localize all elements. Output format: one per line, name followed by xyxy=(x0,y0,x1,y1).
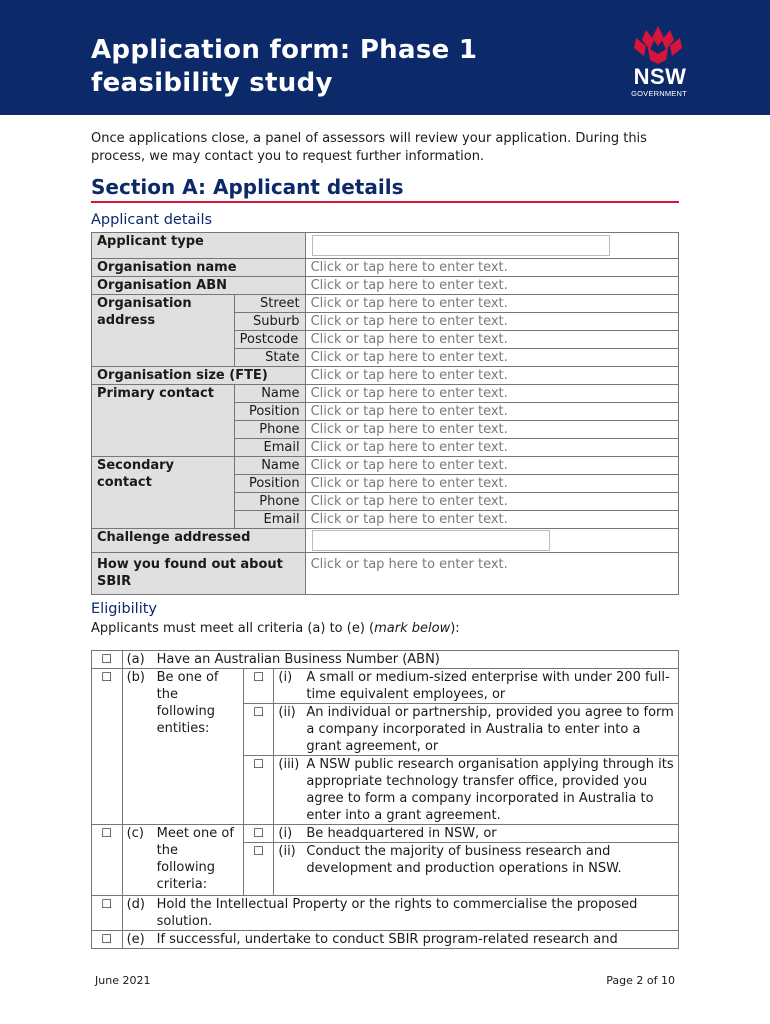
org-name-label: Organisation name xyxy=(92,259,306,277)
org-abn-label: Organisation ABN xyxy=(92,277,306,295)
table-row xyxy=(92,233,679,259)
challenge-cell xyxy=(305,529,678,553)
postcode-input[interactable]: Click or tap here to enter text. xyxy=(305,331,678,349)
criteria-b-i-text: (i) A small or medium-sized enterprise with under 200 full-time equivalent employees, or xyxy=(274,669,679,704)
secondary-name-input[interactable]: Click or tap here to enter text. xyxy=(305,457,678,475)
applicant-type-cell xyxy=(305,233,678,259)
eligibility-subheading: Eligibility xyxy=(91,601,158,617)
suburb-input[interactable]: Click or tap here to enter text. xyxy=(305,313,678,331)
criteria-a-text: (a) Have an Australian Business Number (ABN) xyxy=(122,651,678,669)
criteria-b-iii-text: (iii) A NSW public research organisation applying through its appropriate technology transfer office, provided you agree to form a company incorporated in Australia to enter into a grant agreement. xyxy=(274,756,679,825)
applicant-details-table xyxy=(91,232,679,595)
org-size-input[interactable]: Click or tap here to enter text. xyxy=(305,367,678,385)
header-banner xyxy=(0,0,770,115)
secondary-name-label: Name xyxy=(234,457,305,475)
primary-email-input[interactable]: Click or tap here to enter text. xyxy=(305,439,678,457)
criteria-c-ii-checkbox[interactable]: ☐ xyxy=(243,843,274,896)
org-name-input[interactable]: Click or tap here to enter text. xyxy=(305,259,678,277)
criteria-b-ii-text: (ii) An individual or partnership, provided you agree to form a company incorporated in Australia to enter into a grant agreement, or xyxy=(274,704,679,756)
table-row xyxy=(92,529,679,553)
table-row xyxy=(92,825,679,843)
primary-name-label: Name xyxy=(234,385,305,403)
table-row xyxy=(92,651,679,669)
criteria-a-checkbox[interactable]: ☐ xyxy=(92,651,123,669)
secondary-email-input[interactable]: Click or tap here to enter text. xyxy=(305,511,678,529)
state-label: State xyxy=(234,349,305,367)
postcode-label: Postcode xyxy=(234,331,305,349)
state-input[interactable]: Click or tap here to enter text. xyxy=(305,349,678,367)
primary-phone-input[interactable]: Click or tap here to enter text. xyxy=(305,421,678,439)
page-title: Application form: Phase 1 feasibility study xyxy=(91,35,478,98)
eligibility-table xyxy=(91,650,679,949)
table-row xyxy=(92,259,679,277)
table-row xyxy=(92,896,679,931)
org-address-label: Organisation address xyxy=(92,295,235,367)
primary-position-input[interactable]: Click or tap here to enter text. xyxy=(305,403,678,421)
criteria-c-i-text: (i) Be headquartered in NSW, or xyxy=(274,825,679,843)
how-found-label: How you found out about SBIR xyxy=(92,553,306,595)
criteria-b-ii-checkbox[interactable]: ☐ xyxy=(243,704,274,756)
criteria-e-checkbox[interactable]: ☐ xyxy=(92,931,123,949)
criteria-c-checkbox[interactable]: ☐ xyxy=(92,825,123,896)
criteria-b-i-checkbox[interactable]: ☐ xyxy=(243,669,274,704)
suburb-label: Suburb xyxy=(234,313,305,331)
secondary-phone-input[interactable]: Click or tap here to enter text. xyxy=(305,493,678,511)
footer-page-number: Page 2 of 10 xyxy=(606,974,675,987)
table-row xyxy=(92,367,679,385)
criteria-c-i-checkbox[interactable]: ☐ xyxy=(243,825,274,843)
applicant-details-subheading: Applicant details xyxy=(91,212,213,228)
criteria-b-checkbox[interactable]: ☐ xyxy=(92,669,123,825)
table-row xyxy=(92,553,679,595)
section-a-heading: Section A: Applicant details xyxy=(91,175,679,203)
secondary-position-input[interactable]: Click or tap here to enter text. xyxy=(305,475,678,493)
applicant-type-dropdown[interactable] xyxy=(312,235,610,256)
primary-phone-label: Phone xyxy=(234,421,305,439)
logo-government-text: GOVERNMENT xyxy=(631,89,687,98)
table-row xyxy=(92,295,679,313)
table-row xyxy=(92,931,679,949)
logo-nsw-text: NSW xyxy=(633,64,687,89)
street-input[interactable]: Click or tap here to enter text. xyxy=(305,295,678,313)
table-row xyxy=(92,385,679,403)
eligibility-intro: Applicants must meet all criteria (a) to (e) (mark below): xyxy=(91,621,460,636)
secondary-phone-label: Phone xyxy=(234,493,305,511)
org-size-label: Organisation size (FTE) xyxy=(92,367,306,385)
criteria-b-text: (b) Be one of the following entities: xyxy=(122,669,243,825)
secondary-email-label: Email xyxy=(234,511,305,529)
challenge-label: Challenge addressed xyxy=(92,529,306,553)
table-row xyxy=(92,277,679,295)
org-abn-input[interactable]: Click or tap here to enter text. xyxy=(305,277,678,295)
criteria-c-ii-text: (ii) Conduct the majority of business research and development and production operations in NSW. xyxy=(274,843,679,896)
primary-position-label: Position xyxy=(234,403,305,421)
secondary-contact-label: Secondary contact xyxy=(92,457,235,529)
how-found-input[interactable]: Click or tap here to enter text. xyxy=(305,553,678,595)
secondary-position-label: Position xyxy=(234,475,305,493)
criteria-d-checkbox[interactable]: ☐ xyxy=(92,896,123,931)
applicant-type-label: Applicant type xyxy=(92,233,306,259)
primary-email-label: Email xyxy=(234,439,305,457)
footer-date: June 2021 xyxy=(95,974,151,987)
primary-name-input[interactable]: Click or tap here to enter text. xyxy=(305,385,678,403)
table-row xyxy=(92,669,679,704)
criteria-c-text: (c) Meet one of the following criteria: xyxy=(122,825,243,896)
table-row xyxy=(92,457,679,475)
challenge-dropdown[interactable] xyxy=(312,530,550,551)
primary-contact-label: Primary contact xyxy=(92,385,235,457)
street-label: Street xyxy=(234,295,305,313)
intro-paragraph: Once applications close, a panel of assessors will review your application. During this process, we may contact you to request further information. xyxy=(91,131,647,164)
criteria-e-text: (e) If successful, undertake to conduct SBIR program-related research and xyxy=(122,931,678,949)
criteria-b-iii-checkbox[interactable]: ☐ xyxy=(243,756,274,825)
criteria-d-text: (d) Hold the Intellectual Property or the rights to commercialise the proposed solution. xyxy=(122,896,678,931)
